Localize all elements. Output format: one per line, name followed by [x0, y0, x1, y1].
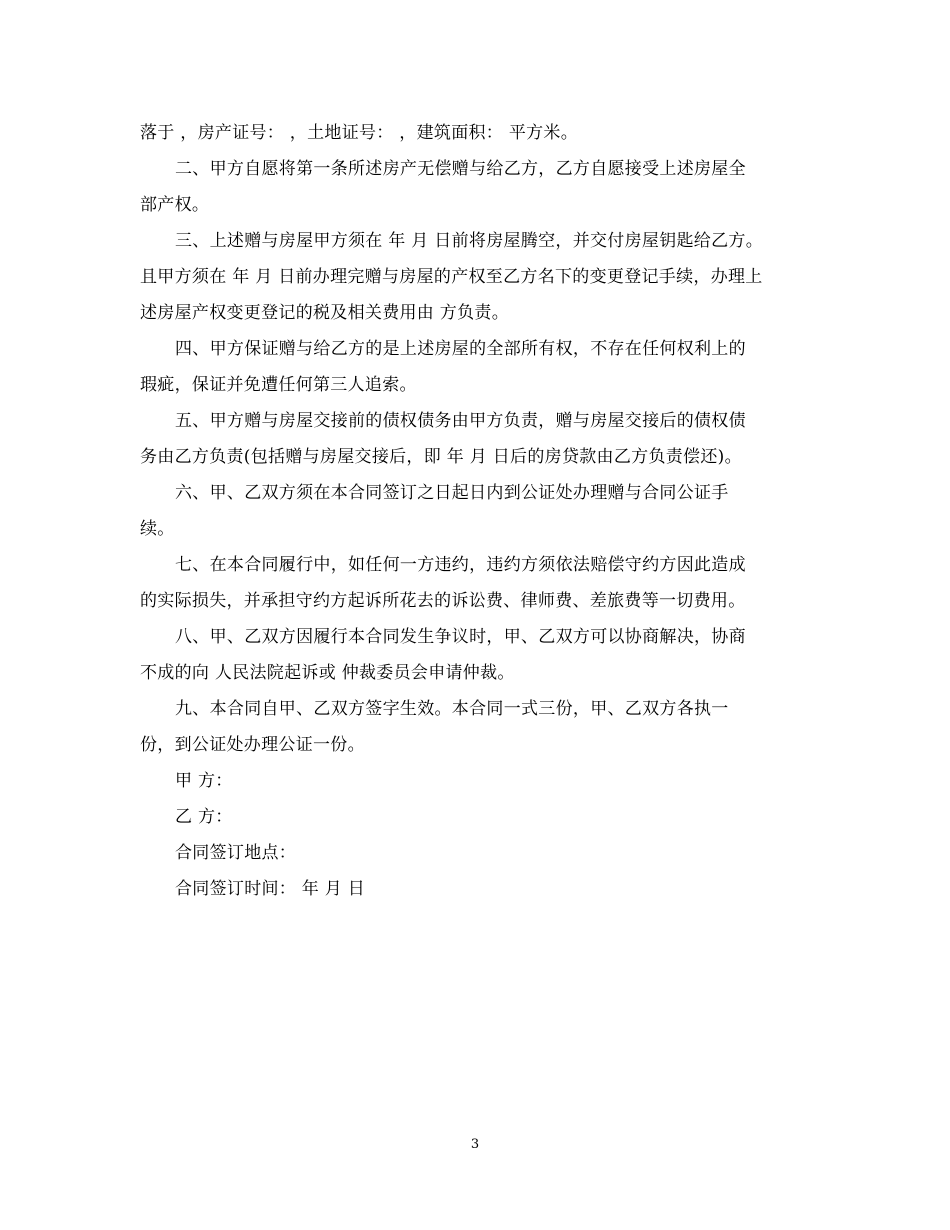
page-number: 3	[470, 1137, 480, 1152]
clause-5-line-1: 五、甲方赠与房屋交接前的债权债务由甲方负责，赠与房屋交接后的债权债	[175, 411, 746, 431]
clause-6-line-2: 续。	[140, 519, 175, 539]
text-line-1: 落于 ，房产证号： ，土地证号： ，建筑面积： 平方米。	[140, 123, 579, 143]
clause-9-line-1: 九、本合同自甲、乙双方签字生效。本合同一式三份，甲、乙双方各执一	[175, 699, 729, 719]
clause-4-line-1: 四、甲方保证赠与给乙方的是上述房屋的全部所有权，不存在任何权利上的	[175, 339, 746, 359]
clause-3-line-1: 三、上述赠与房屋甲方须在 年 月 日前将房屋腾空，并交付房屋钥匙给乙方。	[175, 231, 764, 251]
clause-7-line-1: 七、在本合同履行中，如任何一方违约，违约方须依法赔偿守约方因此造成	[175, 555, 746, 575]
party-a-label: 甲 方：	[175, 771, 233, 791]
clause-5-line-2: 务由乙方负责(包括赠与房屋交接后，即 年 月 日后的房贷款由乙方负责偿还)。	[140, 447, 742, 467]
signing-time-label: 合同签订时间： 年 月 日	[175, 879, 366, 899]
clause-2-line-2: 部产权。	[140, 195, 210, 215]
clause-2-line-1: 二、甲方自愿将第一条所述房产无偿赠与给乙方，乙方自愿接受上述房屋全	[175, 159, 746, 179]
clause-3-line-2: 且甲方须在 年 月 日前办理完赠与房屋的产权至乙方名下的变更登记手续，办理上	[140, 267, 763, 287]
party-b-label: 乙 方：	[175, 807, 233, 827]
clause-8-line-2: 不成的向 人民法院起诉或 仲裁委员会申请仲裁。	[140, 663, 515, 683]
clause-7-line-2: 的实际损失，并承担守约方起诉所花去的诉讼费、律师费、差旅费等一切费用。	[140, 591, 746, 611]
clause-4-line-2: 瑕疵，保证并免遭任何第三人追索。	[140, 375, 417, 395]
signing-place-label: 合同签订地点：	[175, 843, 297, 863]
clause-9-line-2: 份，到公证处办理公证一份。	[140, 735, 365, 755]
clause-6-line-1: 六、甲、乙双方须在本合同签订之日起日内到公证处办理赠与合同公证手	[175, 483, 729, 503]
clause-8-line-1: 八、甲、乙双方因履行本合同发生争议时，甲、乙双方可以协商解决，协商	[175, 627, 746, 647]
clause-3-line-3: 述房屋产权变更登记的税及相关费用由 方负责。	[140, 303, 510, 323]
